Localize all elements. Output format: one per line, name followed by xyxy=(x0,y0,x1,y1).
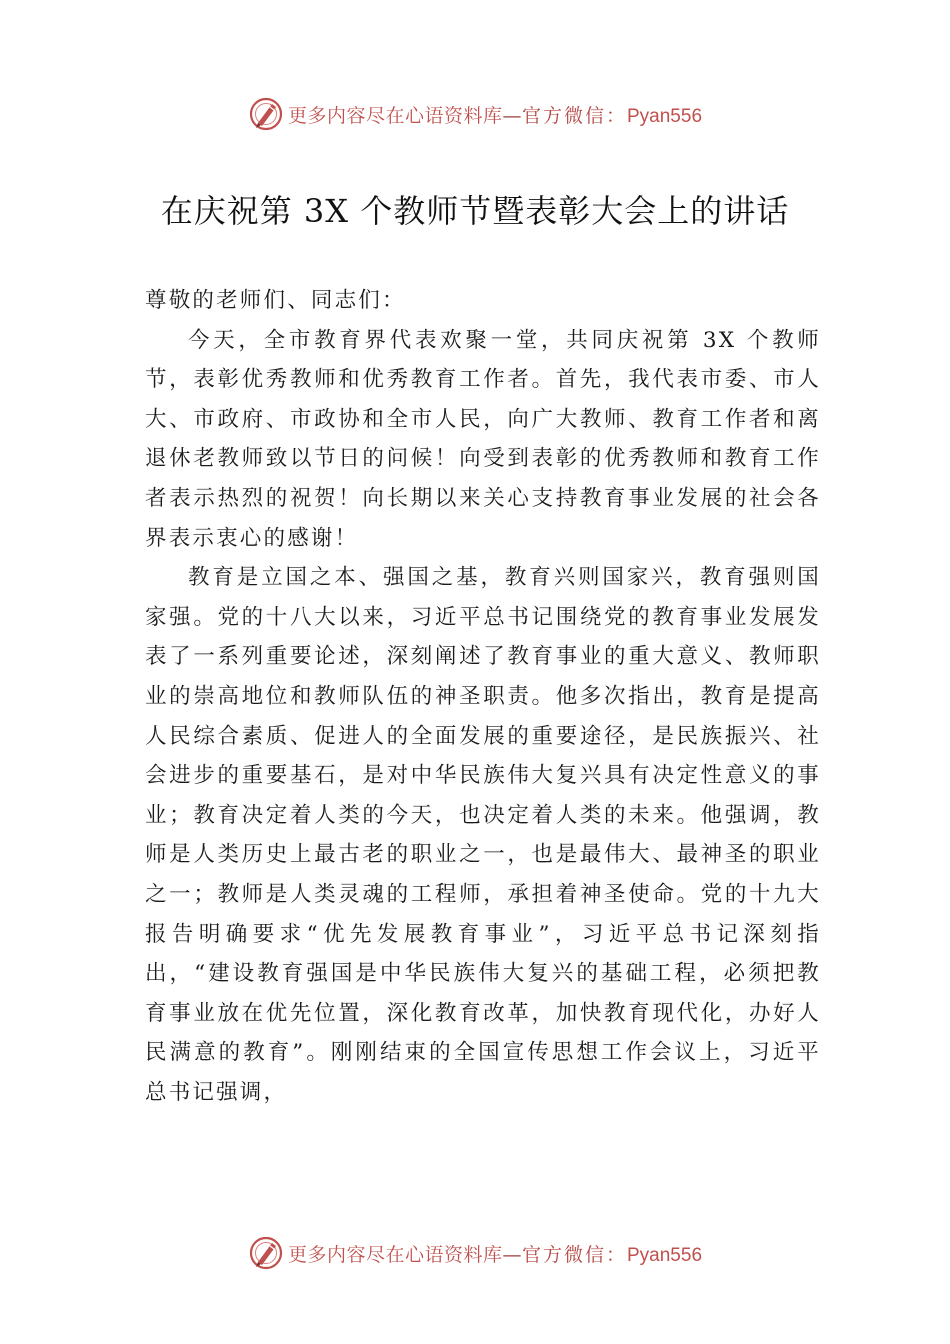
document-body xyxy=(145,281,821,1112)
footer-banner-content xyxy=(248,1235,702,1271)
greeting: 尊敬的老师们、同志们： xyxy=(145,288,406,313)
footer-banner-text xyxy=(288,1240,702,1267)
footer-wechat-label: 官方微信： xyxy=(521,1243,627,1266)
document-title: 在庆祝第 3X 个教师节暨表彰大会上的讲话 xyxy=(160,192,790,230)
header-wechat-label: 官方微信： xyxy=(521,104,627,127)
header-wechat-id: Pyan556 xyxy=(627,105,703,127)
footer-wechat-id: Pyan556 xyxy=(627,1244,703,1266)
paragraph-1: 今天，全市教育界代表欢聚一堂，共同庆祝第 3X 个教师节，表彰优秀教师和优秀教育工作者。首先，我代表市委、市人大、市政府、市政协和全市人民，向广大教师、教育工作者和离退休老教师致以节日的问候！向受到表彰的优秀教师和教育工作者表示热烈的祝贺！向长期以来关心支持教育事业发展的社会各界表示衷心的感谢！ xyxy=(145,327,821,551)
header-banner xyxy=(0,94,950,134)
header-banner-content xyxy=(248,96,702,132)
header-banner-separator: — xyxy=(502,104,522,127)
pen-logo-icon xyxy=(248,1235,284,1271)
paragraph-2: 教育是立国之本、强国之基，教育兴则国家兴，教育强则国家强。党的十八大以来，习近平总书记围绕党的教育事业发展发表了一系列重要论述，深刻阐述了教育事业的重大意义、教师职业的崇高地位和教师队伍的神圣职责。他多次指出，教育是提高人民综合素质、促进人的全面发展的重要途径，是民族振兴、社会进步的重要基石，是对中华民族伟大复兴具有决定性意义的事业；教育决定着人类的今天，也决定着人类的未来。他强调，教师是人类历史上最古老的职业之一，也是最伟大、最神圣的职业之一；教师是人类灵魂的工程师，承担着神圣使命。党的十九大报告明确要求“优先发展教育事业”，习近平总书记深刻指出，“建设教育强国是中华民族伟大复兴的基础工程，必须把教育事业放在优先位置，深化教育改革，加快教育现代化，办好人民满意的教育”。刚刚结束的全国宣传思想工作会议上，习近平总书记强调， xyxy=(145,565,821,1105)
footer-banner-main: 更多内容尽在心语资料库 xyxy=(287,1243,503,1266)
header-banner-text xyxy=(288,101,702,128)
header-banner-main: 更多内容尽在心语资料库 xyxy=(287,104,503,127)
footer-banner xyxy=(0,1233,950,1273)
footer-banner-separator: — xyxy=(502,1243,522,1266)
pen-logo-icon xyxy=(248,96,284,132)
